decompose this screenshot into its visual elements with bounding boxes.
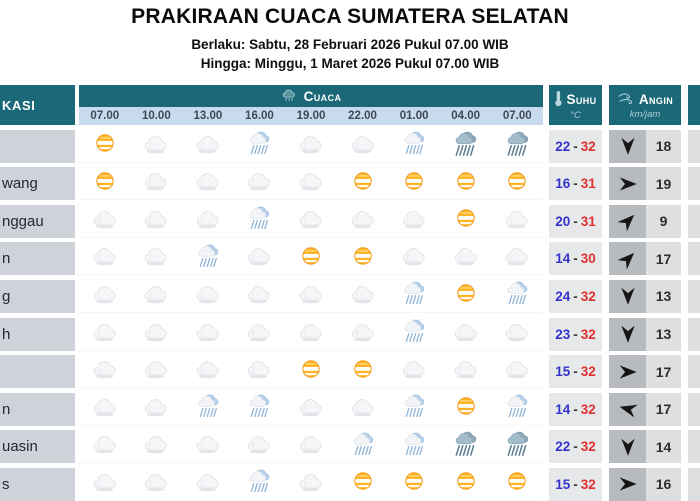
wind-direction-icon — [617, 173, 639, 195]
cropped-column-cell — [688, 280, 700, 313]
temp-max-value: 31 — [580, 213, 596, 229]
temp-separator: - — [573, 176, 578, 192]
rain-weather-icon — [401, 280, 427, 311]
wind-speed-value: 9 — [646, 205, 681, 238]
cloud-weather-icon — [246, 358, 272, 384]
cloud-weather-icon — [143, 471, 169, 497]
cloud-weather-icon — [504, 321, 530, 347]
wind-direction-cell — [609, 242, 646, 275]
temperature-range — [549, 468, 602, 501]
wind-direction-cell — [609, 430, 646, 463]
cropped-column-cell — [688, 468, 700, 501]
sun-weather-icon — [404, 171, 424, 196]
forecast-row — [0, 318, 700, 351]
cloud-weather-icon — [143, 358, 169, 384]
weather-table — [0, 85, 700, 501]
cloud-weather-icon — [350, 208, 376, 234]
rain-weather-icon — [401, 393, 427, 424]
temp-separator: - — [573, 439, 578, 455]
sun-weather-icon — [404, 471, 424, 496]
cloud-weather-icon — [350, 283, 376, 309]
temp-max-value: 32 — [580, 476, 596, 492]
suhu-column-header — [549, 85, 602, 125]
weather-icon-strip — [79, 205, 543, 238]
sun-weather-icon — [301, 246, 321, 271]
temp-max-value: 32 — [580, 326, 596, 342]
cloud-weather-icon — [246, 321, 272, 347]
temp-max-value: 32 — [580, 364, 596, 380]
location-label: n — [0, 242, 75, 275]
wind-direction-cell — [609, 130, 646, 163]
wind-direction-cell — [609, 205, 646, 238]
location-label: nggau — [0, 205, 75, 238]
cloud-weather-icon — [504, 245, 530, 271]
page-title: PRAKIRAAN CUACA SUMATERA SELATAN — [131, 5, 569, 28]
time-label: 07.00 — [90, 110, 120, 122]
forecast-row — [0, 393, 700, 426]
cropped-column-header — [688, 85, 700, 125]
wind-direction-cell — [609, 280, 646, 313]
wind-direction-icon — [617, 361, 639, 383]
temp-max-value: 32 — [580, 138, 596, 154]
cloud-weather-icon — [143, 245, 169, 271]
temperature-range — [549, 205, 602, 238]
cloud-weather-icon — [143, 133, 169, 159]
weather-icon-strip — [79, 468, 543, 501]
sun-weather-icon — [95, 133, 115, 158]
cloud-weather-icon — [92, 208, 118, 234]
angin-header-label: Angin — [638, 91, 674, 107]
forecast-row — [0, 280, 700, 313]
cloud-weather-icon — [246, 283, 272, 309]
sun-weather-icon — [456, 283, 476, 308]
wind-direction-cell — [609, 393, 646, 426]
temp-max-value: 32 — [580, 288, 596, 304]
cloud-weather-icon — [350, 321, 376, 347]
cloud-weather-icon — [350, 133, 376, 159]
temp-separator: - — [573, 476, 578, 492]
cloud-weather-icon — [298, 433, 324, 459]
cropped-column-cell — [688, 355, 700, 388]
cloud-weather-icon — [143, 283, 169, 309]
cloud-weather-icon — [453, 358, 479, 384]
temperature-range — [549, 355, 602, 388]
rain-weather-icon — [195, 393, 221, 424]
sun-weather-icon — [456, 471, 476, 496]
rain-weather-icon — [350, 431, 376, 462]
cloud-weather-icon — [401, 358, 427, 384]
cropped-column-cell — [688, 318, 700, 351]
forecast-row — [0, 355, 700, 388]
temp-max-value: 31 — [580, 176, 596, 192]
cloud-weather-icon — [143, 170, 169, 196]
sun-weather-icon — [353, 359, 373, 384]
cloud-weather-icon — [143, 208, 169, 234]
temp-max-value: 30 — [580, 251, 596, 267]
wind-speed-value: 17 — [646, 355, 681, 388]
cropped-column-cell — [688, 242, 700, 275]
sun-weather-icon — [353, 171, 373, 196]
wind-speed-value: 19 — [646, 167, 681, 200]
temp-min-value: 24 — [555, 288, 571, 304]
cloud-weather-icon — [298, 170, 324, 196]
cloud-weather-icon — [195, 170, 221, 196]
weather-icon-strip — [79, 167, 543, 200]
wind-speed-value: 16 — [646, 468, 681, 501]
temp-min-value: 23 — [555, 326, 571, 342]
heavyrain-weather-icon — [452, 130, 479, 162]
temp-min-value: 14 — [555, 251, 571, 267]
forecast-row — [0, 242, 700, 275]
temp-separator: - — [573, 326, 578, 342]
suhu-unit-label: °C — [570, 110, 581, 121]
cloud-weather-icon — [195, 433, 221, 459]
wind-direction-cell — [609, 468, 646, 501]
sun-weather-icon — [456, 171, 476, 196]
location-label: g — [0, 280, 75, 313]
cloud-weather-icon — [195, 133, 221, 159]
temp-min-value: 22 — [555, 439, 571, 455]
wind-direction-icon — [617, 323, 639, 345]
weather-icon-strip — [79, 393, 543, 426]
temp-separator: - — [573, 288, 578, 304]
weather-icon-strip — [79, 355, 543, 388]
lokasi-header-label: KASI — [2, 97, 36, 113]
sun-weather-icon — [353, 246, 373, 271]
weather-icon-strip — [79, 242, 543, 275]
cloud-weather-icon — [298, 471, 324, 497]
cloud-weather-icon — [350, 396, 376, 422]
cloud-weather-icon — [298, 208, 324, 234]
cuaca-header-label: Cuaca — [303, 88, 342, 104]
location-label: s — [0, 468, 75, 501]
table-header-row — [0, 85, 700, 125]
angin-unit-label: km/jam — [629, 109, 661, 120]
temperature-range — [549, 318, 602, 351]
suhu-header-label: Suhu — [566, 91, 597, 107]
time-label: 10.00 — [141, 110, 171, 122]
cloud-weather-icon — [298, 321, 324, 347]
cloud-weather-icon — [143, 396, 169, 422]
forecast-row — [0, 130, 700, 163]
location-label — [0, 355, 75, 388]
wind-speed-value: 13 — [646, 280, 681, 313]
temp-max-value: 32 — [580, 439, 596, 455]
cloud-weather-icon — [298, 133, 324, 159]
wind-direction-icon — [617, 436, 639, 458]
location-label: wang — [0, 167, 75, 200]
temp-separator: - — [573, 138, 578, 154]
sun-weather-icon — [507, 171, 527, 196]
rain-weather-icon — [246, 130, 272, 161]
location-label: h — [0, 318, 75, 351]
cloud-weather-icon — [195, 283, 221, 309]
rain-weather-icon — [195, 243, 221, 274]
rain-weather-icon — [401, 431, 427, 462]
forecast-rows — [0, 130, 700, 501]
cloud-weather-icon — [92, 245, 118, 271]
cloud-weather-icon — [195, 321, 221, 347]
cloud-weather-icon — [246, 433, 272, 459]
cropped-column-cell — [688, 393, 700, 426]
rain-weather-icon — [246, 393, 272, 424]
weather-icon-strip — [79, 318, 543, 351]
heavyrain-weather-icon — [504, 130, 531, 162]
wind-speed-value: 17 — [646, 393, 681, 426]
cloud-weather-icon — [92, 433, 118, 459]
heavyrain-weather-icon — [504, 430, 531, 462]
valid-from-text: Berlaku: Sabtu, 28 Februari 2026 Pukul 07.00 WIB — [191, 37, 509, 52]
cloud-weather-icon — [504, 208, 530, 234]
weather-icon-strip — [79, 280, 543, 313]
temperature-range — [549, 167, 602, 200]
time-label: 07.00 — [502, 110, 532, 122]
forecast-row — [0, 167, 700, 200]
time-label: 22.00 — [348, 110, 377, 122]
temp-separator: - — [573, 401, 578, 417]
cloud-weather-icon — [298, 283, 324, 309]
cropped-column-cell — [688, 430, 700, 463]
temperature-range — [549, 393, 602, 426]
cloud-weather-icon — [92, 396, 118, 422]
lokasi-column-header — [0, 85, 75, 125]
heavyrain-weather-icon — [452, 430, 479, 462]
validity-period — [0, 36, 700, 73]
temp-min-value: 22 — [555, 138, 571, 154]
cloud-weather-icon — [92, 321, 118, 347]
thermometer-icon — [554, 90, 563, 110]
cloud-weather-icon — [92, 358, 118, 384]
rain-weather-icon — [504, 280, 530, 311]
cloud-weather-icon — [401, 245, 427, 271]
time-label: 01.00 — [399, 110, 429, 122]
wind-direction-icon — [617, 135, 639, 157]
rain-weather-icon — [246, 205, 272, 236]
valid-until-text: Hingga: Minggu, 1 Maret 2026 Pukul 07.00 WIB — [200, 55, 500, 71]
cloud-weather-icon — [504, 358, 530, 384]
location-label — [0, 130, 75, 163]
wind-direction-cell — [609, 355, 646, 388]
cloud-weather-icon — [92, 283, 118, 309]
forecast-row — [0, 430, 700, 463]
cropped-column-cell — [688, 167, 700, 200]
location-label: uasin — [0, 430, 75, 463]
temp-min-value: 16 — [555, 176, 571, 192]
wind-direction-icon — [612, 206, 643, 237]
temperature-range — [549, 242, 602, 275]
sun-weather-icon — [95, 171, 115, 196]
sun-weather-icon — [456, 208, 476, 233]
temp-separator: - — [573, 251, 578, 267]
sun-weather-icon — [353, 471, 373, 496]
temp-min-value: 15 — [555, 476, 571, 492]
wind-direction-cell — [609, 167, 646, 200]
temperature-range — [549, 280, 602, 313]
forecast-row — [0, 205, 700, 238]
sun-weather-icon — [456, 396, 476, 421]
cloud-weather-icon — [246, 245, 272, 271]
temp-min-value: 14 — [555, 401, 571, 417]
sun-weather-icon — [507, 471, 527, 496]
cloud-weather-icon — [143, 433, 169, 459]
weather-icon-strip — [79, 430, 543, 463]
wind-direction-icon — [612, 243, 643, 274]
cloud-weather-icon — [195, 208, 221, 234]
temp-max-value: 32 — [580, 401, 596, 417]
cloud-weather-icon — [453, 321, 479, 347]
wind-speed-value: 13 — [646, 318, 681, 351]
rain-weather-icon — [401, 318, 427, 349]
temp-separator: - — [573, 213, 578, 229]
time-header-row — [79, 107, 543, 125]
cuaca-header-title — [79, 85, 543, 107]
temp-min-value: 15 — [555, 364, 571, 380]
wind-swirl-icon — [617, 91, 636, 109]
rain-weather-icon — [246, 468, 272, 499]
cloud-weather-icon — [246, 170, 272, 196]
cloud-weather-icon — [298, 396, 324, 422]
wind-speed-value: 18 — [646, 130, 681, 163]
cuaca-column-header — [79, 85, 543, 125]
rain-weather-icon — [401, 130, 427, 161]
temp-separator: - — [573, 364, 578, 380]
cloud-weather-icon — [195, 471, 221, 497]
cloud-rain-icon — [281, 88, 298, 105]
forecast-row — [0, 468, 700, 501]
time-label: 13.00 — [193, 110, 223, 122]
wind-direction-icon — [617, 285, 639, 307]
temp-min-value: 20 — [555, 213, 571, 229]
wind-direction-cell — [609, 318, 646, 351]
cloud-weather-icon — [401, 208, 427, 234]
wind-direction-icon — [614, 396, 641, 423]
angin-column-header — [609, 85, 681, 125]
cropped-column-cell — [688, 130, 700, 163]
time-label: 04.00 — [451, 110, 481, 122]
cropped-column-cell — [688, 205, 700, 238]
cloud-weather-icon — [453, 245, 479, 271]
wind-direction-icon — [617, 473, 639, 495]
temperature-range — [549, 130, 602, 163]
cloud-weather-icon — [92, 471, 118, 497]
temperature-range — [549, 430, 602, 463]
wind-speed-value: 14 — [646, 430, 681, 463]
time-label: 19.00 — [296, 110, 326, 122]
weather-icon-strip — [79, 130, 543, 163]
time-label: 16.00 — [245, 110, 274, 122]
location-label: n — [0, 393, 75, 426]
rain-weather-icon — [504, 393, 530, 424]
cloud-weather-icon — [195, 358, 221, 384]
wind-speed-value: 17 — [646, 242, 681, 275]
cloud-weather-icon — [143, 321, 169, 347]
sun-weather-icon — [301, 359, 321, 384]
